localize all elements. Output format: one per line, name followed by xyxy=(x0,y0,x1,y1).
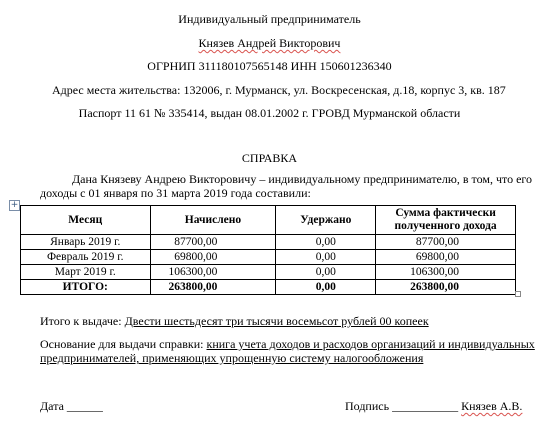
table-cell: 69800,00 xyxy=(150,250,276,265)
table-cell: Март 2019 г. xyxy=(21,265,151,280)
body-line-1: Дана Князеву Андрею Викторовичу – индивидуальному предпринимателю, в том, что его xyxy=(72,172,533,186)
table-row xyxy=(21,250,516,265)
table-total-row xyxy=(21,280,516,295)
header-name xyxy=(0,36,539,50)
header-address: Адрес места жительства: 132006, г. Мурманск, ул. Воскресенская, д.18, корпус 3, кв. 187 xyxy=(52,83,506,97)
payout-label: Итого к выдаче: xyxy=(40,314,125,328)
resize-handle-icon[interactable] xyxy=(515,291,521,297)
table-cell: 106300,00 xyxy=(150,265,276,280)
date-line xyxy=(40,399,103,413)
basis-line-1 xyxy=(40,337,535,351)
table-cell: 87700,00 xyxy=(150,235,276,250)
header-name-text: Князев Андрей Викторович xyxy=(198,36,341,50)
table-cell: 0,00 xyxy=(276,250,376,265)
column-header: Сумма фактически полученного дохода xyxy=(376,206,516,235)
body-line-2: доходы с 01 января по 31 марта 2019 года составили: xyxy=(40,186,311,200)
column-header: Месяц xyxy=(21,206,151,235)
basis-line-2 xyxy=(40,351,423,365)
move-handle-icon[interactable]: + xyxy=(10,200,19,210)
table-cell: 263800,00 xyxy=(376,280,516,295)
payout-line xyxy=(40,314,429,328)
table-cell: Февраль 2019 г. xyxy=(21,250,151,265)
signature-blank: ___________ xyxy=(392,399,459,413)
table-cell: 0,00 xyxy=(276,280,376,295)
income-table xyxy=(20,205,516,295)
table-cell: 0,00 xyxy=(276,265,376,280)
doc-title: СПРАВКА xyxy=(241,151,298,165)
table-cell: 106300,00 xyxy=(376,265,516,280)
table-header-row xyxy=(21,206,516,235)
table-cell: Январь 2019 г. xyxy=(21,235,151,250)
signature-label: Подпись xyxy=(345,399,390,413)
signature-line xyxy=(345,399,522,413)
header-ogrnip-inn: ОГРНИП 311180107565148 ИНН 150601236340 xyxy=(147,59,392,73)
basis-value-2: предпринимателей, применяющих упрощенную систему налогообложения xyxy=(40,351,424,365)
payout-value: Двести шестьдесят три тысячи восемьсот рублей 00 копеек xyxy=(124,314,429,328)
table-cell: ИТОГО: xyxy=(21,280,151,295)
date-label: Дата xyxy=(40,399,64,413)
header-passport: Паспорт 11 61 № 335414, выдан 08.01.2002 г. ГРОВД Мурманской области xyxy=(78,106,461,120)
column-header: Начислено xyxy=(150,206,276,235)
table-row xyxy=(21,235,516,250)
signer-name: Князев А.В. xyxy=(461,399,523,413)
date-blank: ______ xyxy=(66,399,103,413)
table-cell: 0,00 xyxy=(276,235,376,250)
basis-value-1: книга учета доходов и расходов организаций и индивидуальных xyxy=(206,337,535,351)
table-cell: 263800,00 xyxy=(150,280,276,295)
header-title: Индивидуальный предприниматель xyxy=(178,12,361,26)
table-cell: 87700,00 xyxy=(376,235,516,250)
table-row xyxy=(21,265,516,280)
basis-label: Основание для выдачи справки: xyxy=(40,337,207,351)
column-header: Удержано xyxy=(276,206,376,235)
table-cell: 69800,00 xyxy=(376,250,516,265)
